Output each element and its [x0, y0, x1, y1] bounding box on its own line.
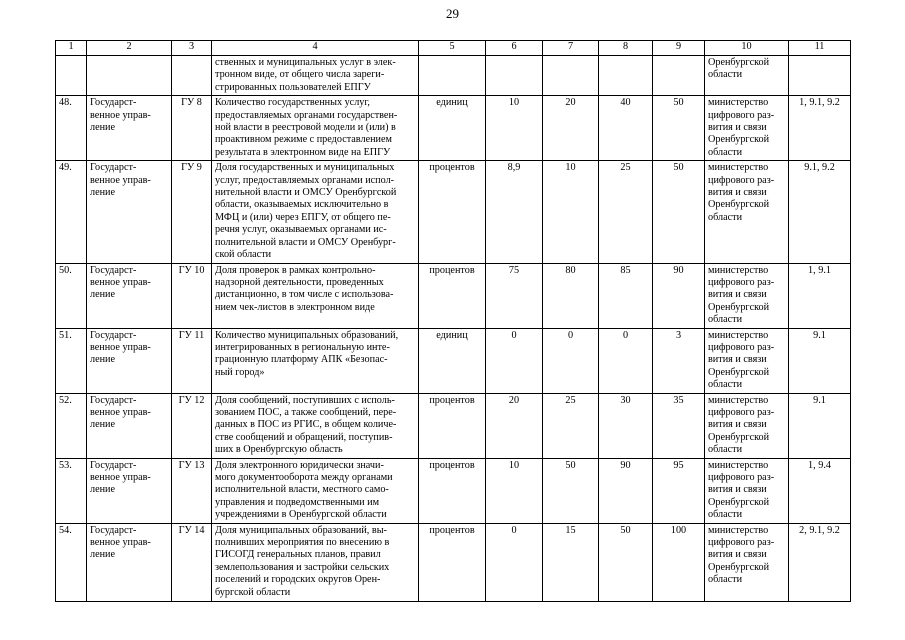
cell-reference: 1, 9.4 — [789, 458, 851, 523]
cell-reference — [789, 56, 851, 96]
row-number: 50. — [56, 263, 87, 328]
cell-unit: процентов — [419, 393, 486, 458]
table-body — [56, 56, 851, 602]
cell-value: 50 — [653, 96, 705, 161]
cell-reference: 2, 9.1, 9.2 — [789, 523, 851, 601]
cell-value: 20 — [486, 393, 543, 458]
column-header: 2 — [87, 41, 172, 56]
cell-reference: 9.1, 9.2 — [789, 161, 851, 263]
cell-code: ГУ 11 — [172, 328, 212, 393]
cell-value: 75 — [486, 263, 543, 328]
table-row — [56, 328, 851, 393]
cell-value: 100 — [653, 523, 705, 601]
cell-unit: процентов — [419, 161, 486, 263]
cell-value: 0 — [486, 523, 543, 601]
cell-area: Государст- венное управ- ление — [87, 161, 172, 263]
cell-responsible: министерство цифрового раз- вития и связи Оренбургской области — [705, 96, 789, 161]
cell-unit: единиц — [419, 328, 486, 393]
cell-code: ГУ 12 — [172, 393, 212, 458]
cell-reference: 1, 9.1 — [789, 263, 851, 328]
table-row — [56, 263, 851, 328]
cell-responsible: Оренбургской области — [705, 56, 789, 96]
cell-reference: 9.1 — [789, 393, 851, 458]
cell-value: 50 — [543, 458, 599, 523]
cell-value: 30 — [599, 393, 653, 458]
cell-area: Государст- венное управ- ление — [87, 263, 172, 328]
column-header: 11 — [789, 41, 851, 56]
cell-description: Доля государственных и муниципальных услуг, предоставляемых органами испол- нительной власти и ОМСУ Оренбургской области, оказываемых исключительно в МФЦ и (или) через ЕПГУ, от общего пе- речня услуг, оказываемых органами ис- полнительной власти и ОМСУ Оренбург- ской области — [212, 161, 419, 263]
cell-value — [599, 56, 653, 96]
column-header: 7 — [543, 41, 599, 56]
cell-description: Количество муниципальных образований, интегрированных в региональную инте- грационную платформу АПК «Безопас- ный город» — [212, 328, 419, 393]
cell-value: 85 — [599, 263, 653, 328]
cell-value: 95 — [653, 458, 705, 523]
column-header: 5 — [419, 41, 486, 56]
row-number — [56, 56, 87, 96]
cell-code: ГУ 10 — [172, 263, 212, 328]
cell-description: Доля муниципальных образований, вы- полнивших мероприятия по внесению в ГИСОГД генеральных планов, правил землепользования и застройки сельских поселений и городских округов Орен- бургской области — [212, 523, 419, 601]
cell-value: 20 — [543, 96, 599, 161]
cell-unit: процентов — [419, 523, 486, 601]
cell-description: ственных и муниципальных услуг в элек- тронном виде, от общего числа зареги- стрированных пользователей ЕПГУ — [212, 56, 419, 96]
column-header: 3 — [172, 41, 212, 56]
cell-value: 40 — [599, 96, 653, 161]
cell-description: Доля проверок в рамках контрольно- надзорной деятельности, проведенных дистанционно, в том числе с использова- нием чек-листов в электронном виде — [212, 263, 419, 328]
cell-area: Государст- венное управ- ление — [87, 523, 172, 601]
cell-responsible: министерство цифрового раз- вития и связи Оренбургской области — [705, 161, 789, 263]
column-header: 4 — [212, 41, 419, 56]
cell-value: 10 — [486, 96, 543, 161]
column-header: 10 — [705, 41, 789, 56]
cell-value: 25 — [599, 161, 653, 263]
cell-responsible: министерство цифрового раз- вития и связи Оренбургской области — [705, 393, 789, 458]
row-number: 54. — [56, 523, 87, 601]
cell-value: 0 — [599, 328, 653, 393]
column-header: 1 — [56, 41, 87, 56]
cell-responsible: министерство цифрового раз- вития и связи Оренбургской области — [705, 263, 789, 328]
cell-value: 0 — [486, 328, 543, 393]
cell-value: 35 — [653, 393, 705, 458]
cell-value: 3 — [653, 328, 705, 393]
cell-description: Доля сообщений, поступивших с исполь- зованием ПОС, а также сообщений, пере- данных в ПОС из РГИС, в общем количе- стве сообщений и обращений, поступив- ших в Оренбургскую область — [212, 393, 419, 458]
cell-value: 25 — [543, 393, 599, 458]
table-row — [56, 161, 851, 263]
indicators-table — [55, 40, 851, 602]
table-row — [56, 458, 851, 523]
cell-value: 15 — [543, 523, 599, 601]
cell-value — [486, 56, 543, 96]
cell-value — [543, 56, 599, 96]
cell-code: ГУ 8 — [172, 96, 212, 161]
table-row — [56, 393, 851, 458]
cell-reference: 1, 9.1, 9.2 — [789, 96, 851, 161]
cell-unit: процентов — [419, 458, 486, 523]
table-row — [56, 56, 851, 96]
column-header: 9 — [653, 41, 705, 56]
row-number: 49. — [56, 161, 87, 263]
page-number: 29 — [446, 6, 459, 21]
cell-area — [87, 56, 172, 96]
cell-code: ГУ 13 — [172, 458, 212, 523]
cell-unit: процентов — [419, 263, 486, 328]
cell-value: 90 — [653, 263, 705, 328]
cell-unit: единиц — [419, 96, 486, 161]
row-number: 51. — [56, 328, 87, 393]
table-row — [56, 96, 851, 161]
table-row — [56, 523, 851, 601]
cell-value: 8,9 — [486, 161, 543, 263]
row-number: 53. — [56, 458, 87, 523]
column-header: 6 — [486, 41, 543, 56]
cell-value — [653, 56, 705, 96]
cell-value: 50 — [653, 161, 705, 263]
cell-value: 90 — [599, 458, 653, 523]
cell-value: 80 — [543, 263, 599, 328]
cell-value: 50 — [599, 523, 653, 601]
cell-description: Доля электронного юридически значи- мого документооборота между органами исполнительной власти, местного само- управления и подведомственными им учреждениями в Оренбургской области — [212, 458, 419, 523]
cell-unit — [419, 56, 486, 96]
cell-code: ГУ 14 — [172, 523, 212, 601]
row-number: 48. — [56, 96, 87, 161]
cell-responsible: министерство цифрового раз- вития и связи Оренбургской области — [705, 458, 789, 523]
header-row — [56, 41, 851, 56]
cell-value: 10 — [486, 458, 543, 523]
cell-description: Количество государственных услуг, предоставляемых органами государствен- ной власти в реестровой модели и (или) в проактивном режиме с предоставлением результата в электронном виде на ЕПГУ — [212, 96, 419, 161]
row-number: 52. — [56, 393, 87, 458]
cell-code: ГУ 9 — [172, 161, 212, 263]
cell-value: 10 — [543, 161, 599, 263]
cell-code — [172, 56, 212, 96]
cell-value: 0 — [543, 328, 599, 393]
cell-area: Государст- венное управ- ление — [87, 458, 172, 523]
cell-area: Государст- венное управ- ление — [87, 96, 172, 161]
cell-reference: 9.1 — [789, 328, 851, 393]
column-header: 8 — [599, 41, 653, 56]
cell-area: Государст- венное управ- ление — [87, 393, 172, 458]
cell-responsible: министерство цифрового раз- вития и связи Оренбургской области — [705, 523, 789, 601]
cell-area: Государст- венное управ- ление — [87, 328, 172, 393]
cell-responsible: министерство цифрового раз- вития и связи Оренбургской области — [705, 328, 789, 393]
